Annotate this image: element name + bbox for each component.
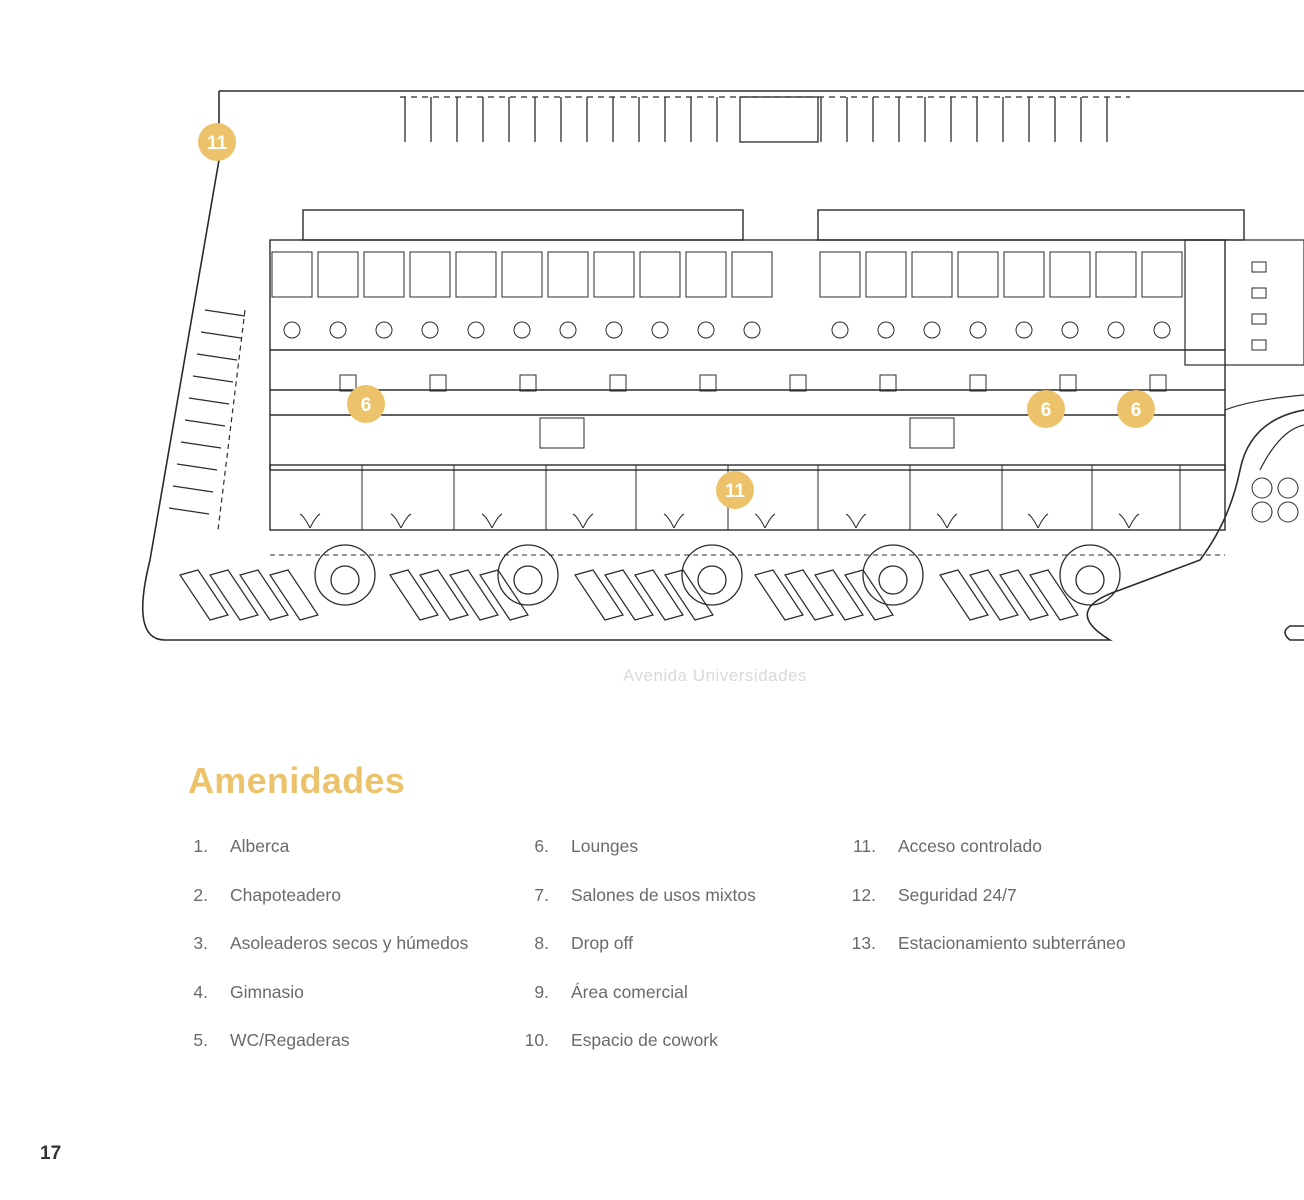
item-number: 2. [193, 884, 208, 905]
amenity-marker [198, 123, 236, 161]
item-label: Salones de usos mixtos [571, 884, 756, 905]
amenity-marker [1027, 390, 1065, 428]
item-label: Drop off [571, 933, 633, 953]
item-label: WC/Regaderas [230, 1030, 350, 1050]
item-number: 1. [193, 836, 208, 856]
street-label: Avenida Universidades [622, 666, 808, 685]
amenity-marker [347, 385, 385, 423]
item-label: Estacionamiento subterráneo [898, 933, 1126, 953]
item-label: Asoleaderos secos y húmedos [230, 933, 469, 953]
item-number: 12. [851, 884, 876, 905]
amenity-marker [716, 471, 754, 509]
marker-label: 6 [360, 395, 372, 416]
marker-label: 11 [206, 133, 228, 154]
item-number: 7. [534, 884, 549, 905]
item-label: Área comercial [571, 981, 688, 1002]
item-label: Gimnasio [230, 981, 304, 1002]
item-number: 8. [534, 933, 549, 953]
item-number: 4. [193, 981, 208, 1002]
item-label: Acceso controlado [898, 836, 1042, 856]
page-number: 17 [40, 1143, 62, 1164]
item-number: 6. [534, 836, 549, 856]
marker-label: 11 [724, 481, 746, 502]
item-number: 9. [534, 981, 549, 1002]
item-label: Lounges [571, 836, 639, 856]
item-label: Seguridad 24/7 [898, 884, 1017, 905]
marker-label: 6 [1040, 400, 1052, 421]
item-number: 13. [851, 933, 876, 953]
item-label: Alberca [230, 836, 290, 856]
item-number: 3. [193, 933, 208, 953]
item-label: Espacio de cowork [571, 1030, 718, 1050]
item-label: Chapoteadero [230, 884, 341, 905]
item-number: 11. [852, 836, 876, 856]
item-number: 10. [524, 1030, 549, 1050]
marker-label: 6 [1130, 400, 1142, 421]
amenity-marker [1117, 390, 1155, 428]
amenities-title: Amenidades [188, 760, 406, 801]
item-number: 5. [193, 1030, 208, 1050]
